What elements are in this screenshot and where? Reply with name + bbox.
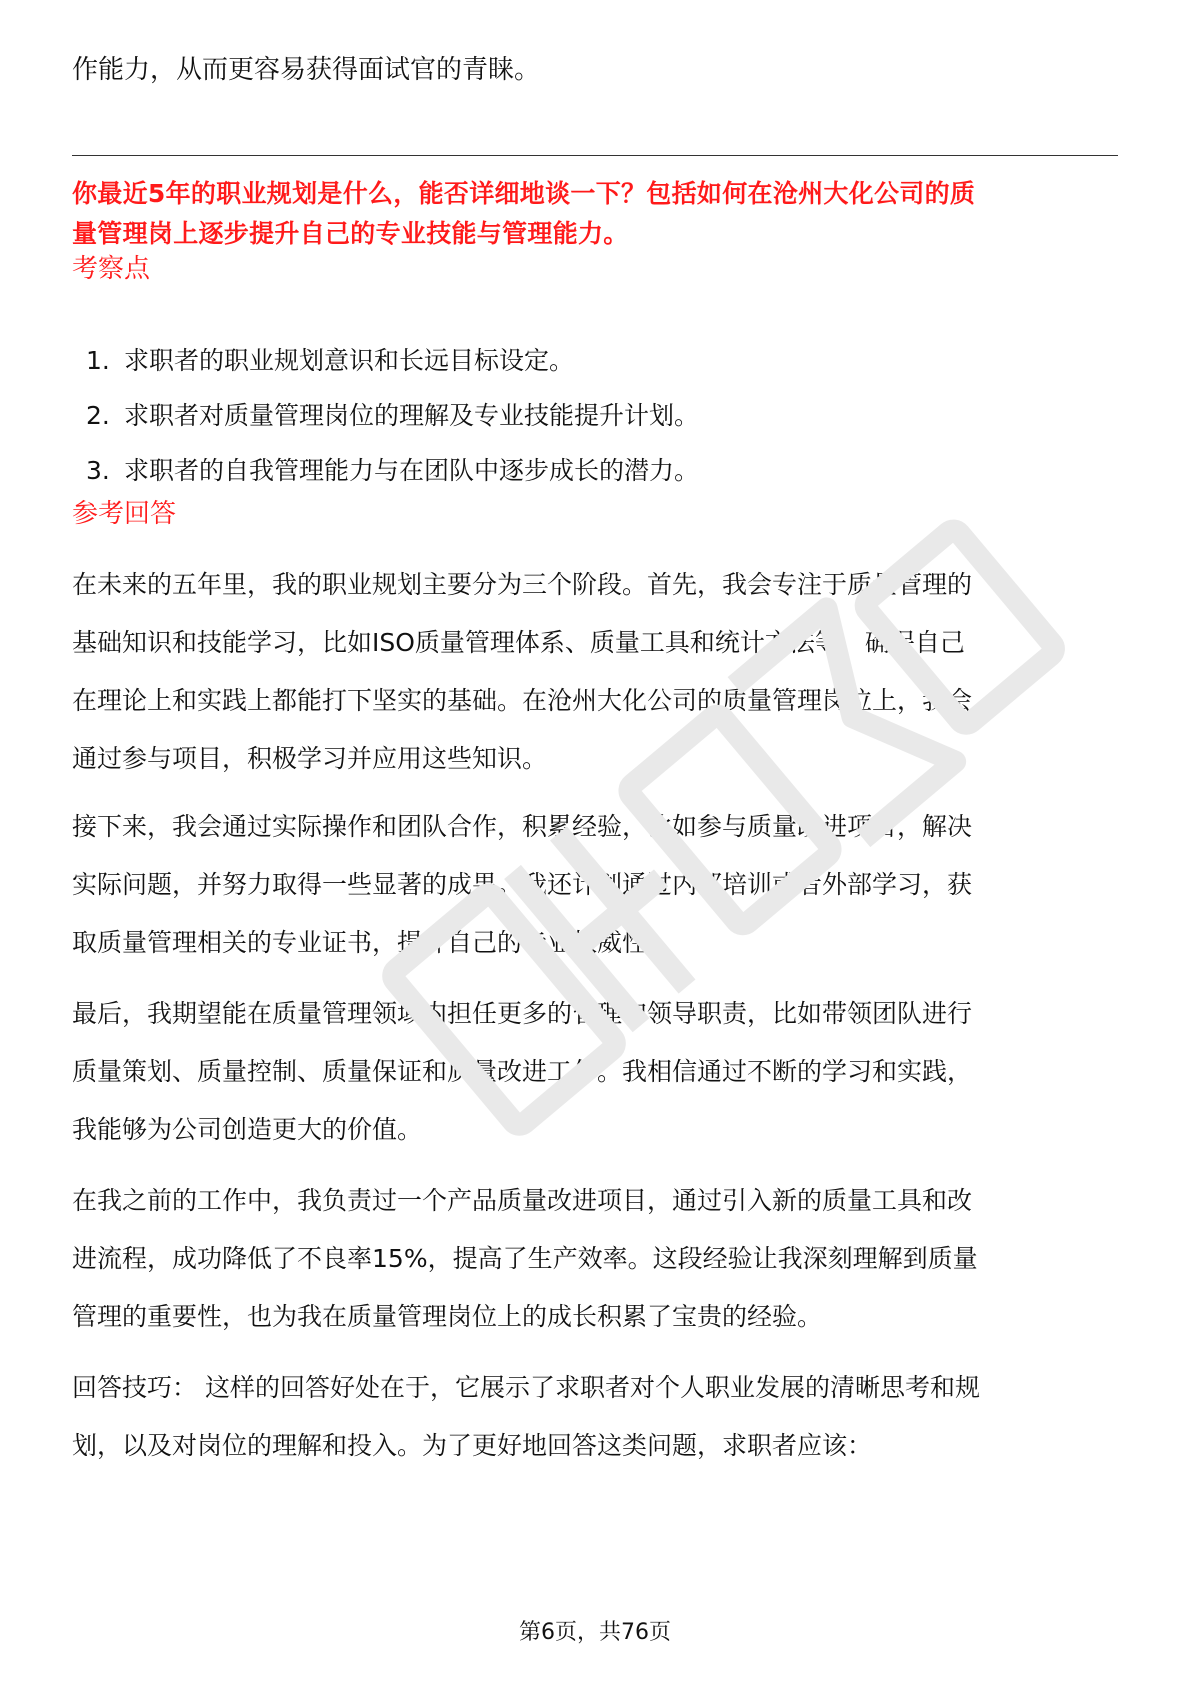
section-divider — [72, 155, 1118, 156]
paragraph-line: 实际问题，并努力取得一些显著的成果。我还计划通过内部培训或者外部学习，获 — [72, 870, 973, 899]
paragraph-line: 管理的重要性，也为我在质量管理岗位上的成长积累了宝贵的经验。 — [72, 1302, 823, 1331]
question-line: 量管理岗上逐步提升自己的专业技能与管理能力。 — [72, 219, 629, 248]
paragraph-line: 通过参与项目，积极学习并应用这些知识。 — [72, 744, 548, 773]
answer-paragraph — [72, 1172, 1122, 1346]
paragraph-line: 在我之前的工作中，我负责过一个产品质量改进项目，通过引入新的质量工具和改 — [72, 1186, 973, 1215]
list-item-text: 求职者对质量管理岗位的理解及专业技能提升计划。 — [124, 401, 700, 430]
list-item — [72, 452, 1118, 490]
paragraph-line: 基础知识和技能学习，比如ISO质量管理体系、质量工具和统计方法等，确保自己 — [72, 628, 965, 657]
paragraph-line: 最后，我期望能在质量管理领域内担任更多的管理和领导职责，比如带领团队进行 — [72, 999, 973, 1028]
paragraph-line: 质量策划、质量控制、质量保证和质量改进工作。我相信通过不断的学习和实践， — [72, 1057, 973, 1086]
answer-heading: 参考回答 — [72, 499, 177, 529]
list-item-text: 求职者的自我管理能力与在团队中逐步成长的潜力。 — [124, 456, 700, 485]
paragraph-line: 划，以及对岗位的理解和投入。为了更好地回答这类问题，求职者应该： — [72, 1431, 873, 1460]
page-number: 第6页，共76页 — [519, 1620, 671, 1645]
list-item-number: 2. — [86, 401, 110, 430]
list-item — [72, 397, 1118, 435]
paragraph-line: 接下来，我会通过实际操作和团队合作，积累经验，比如参与质量改进项目，解决 — [72, 812, 973, 841]
answer-paragraph — [72, 985, 1122, 1159]
paragraph-line: 进流程，成功降低了不良率15%，提高了生产效率。这段经验让我深刻理解到质量 — [72, 1244, 978, 1273]
paragraph-line: 回答技巧： 这样的回答好处在于，它展示了求职者对个人职业发展的清晰思考和规 — [72, 1373, 980, 1402]
list-item — [72, 342, 1118, 380]
answer-tips-paragraph — [72, 1359, 1122, 1475]
list-item-number: 3. — [86, 456, 110, 485]
continued-text: 作能力，从而更容易获得面试官的青睐。 — [72, 55, 541, 85]
list-item-number: 1. — [86, 346, 110, 375]
paragraph-line: 在理论上和实践上都能打下坚实的基础。在沧州大化公司的质量管理岗位上，我会 — [72, 686, 973, 715]
answer-paragraph — [72, 798, 1122, 972]
paragraph-line: 我能够为公司创造更大的价值。 — [72, 1115, 423, 1144]
paragraph-line: 在未来的五年里，我的职业规划主要分为三个阶段。首先，我会专注于质量管理的 — [72, 570, 973, 599]
paragraph-line: 取质量管理相关的专业证书，提升自己的专业权威性。 — [72, 928, 673, 957]
considerations-list — [72, 342, 1118, 510]
answer-paragraph — [72, 556, 1122, 788]
list-item-text: 求职者的职业规划意识和长远目标设定。 — [124, 346, 575, 375]
considerations-heading: 考察点 — [72, 254, 151, 284]
question-line: 你最近5年的职业规划是什么，能否详细地谈一下？包括如何在沧州大化公司的质 — [72, 179, 976, 208]
question-title — [72, 174, 1122, 254]
